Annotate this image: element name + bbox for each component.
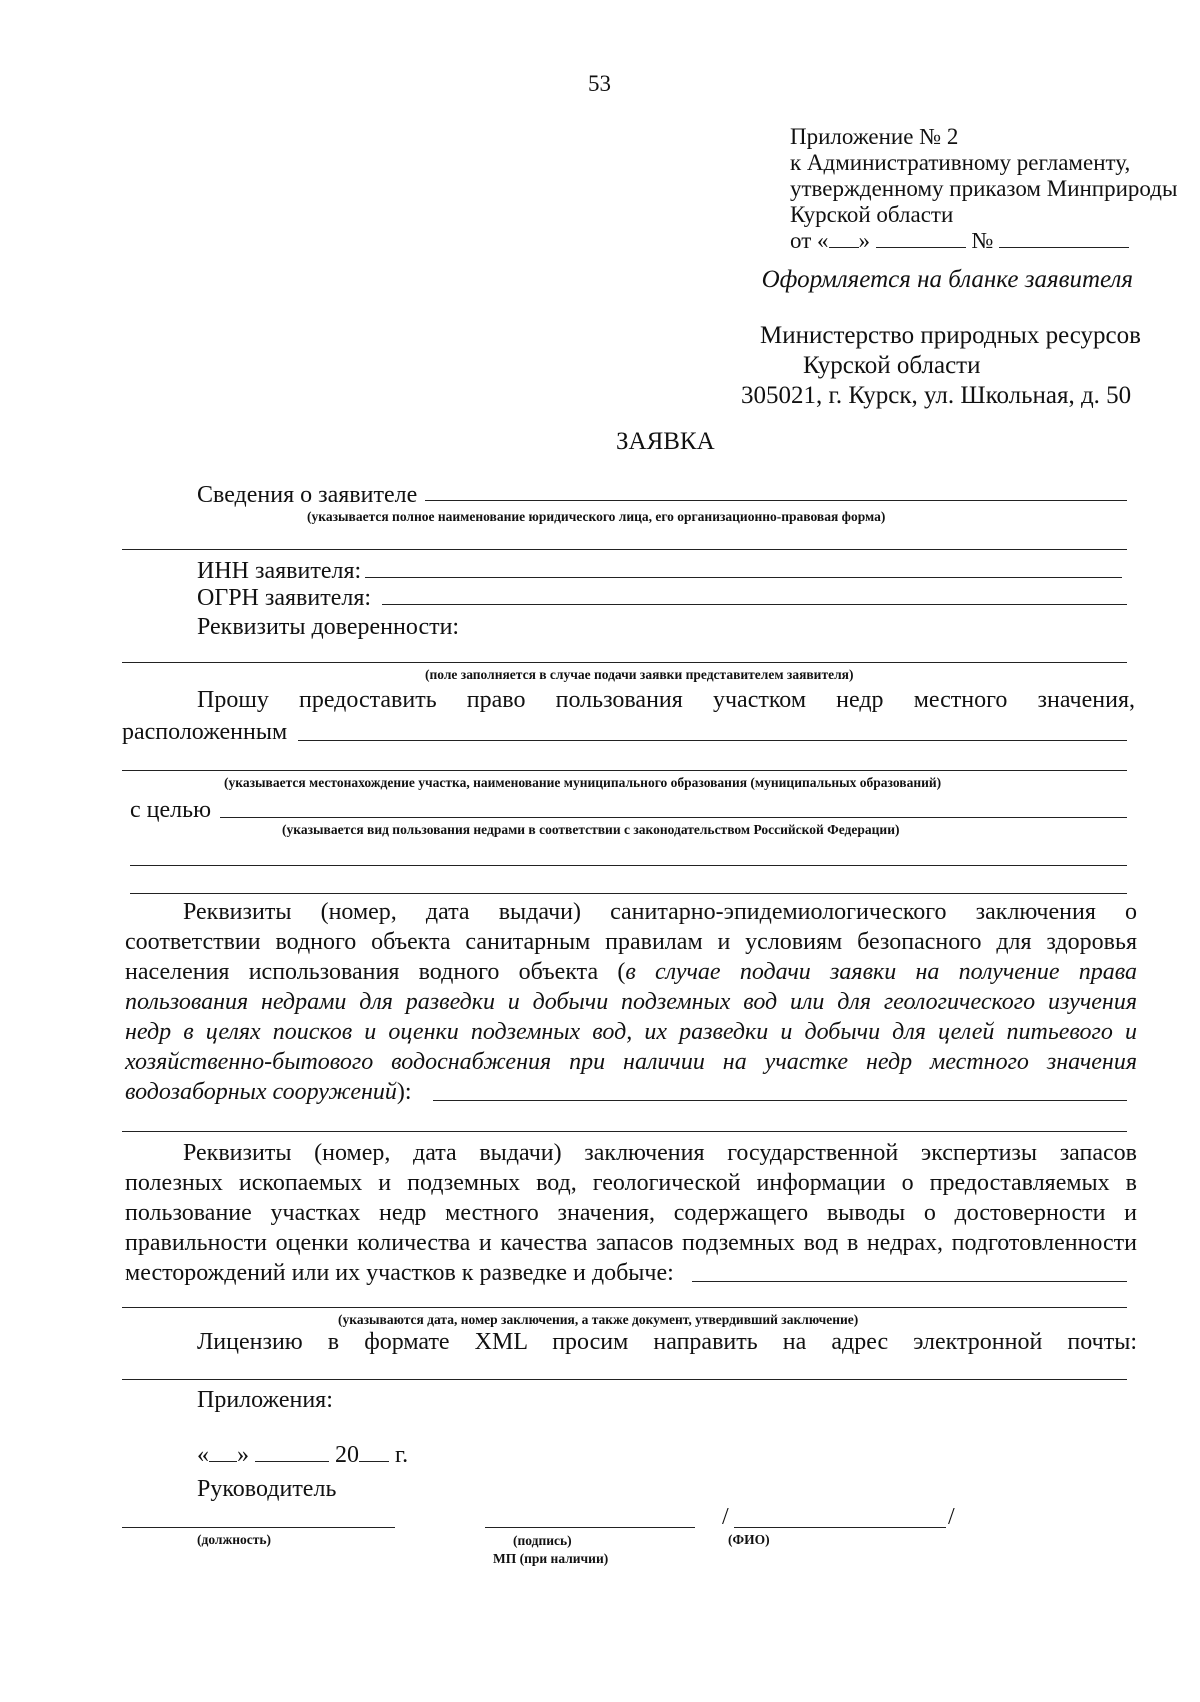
purpose-extra-line-2[interactable] xyxy=(130,893,1127,894)
sanitary-line-5: недр в целях поисков и оценки подземных вод, их разведки и добычи для целей питьевого и xyxy=(125,1019,1137,1045)
name-line[interactable] xyxy=(734,1527,946,1528)
sanitary-line-2: соответствии водного объекта санитарным правилам и условиям безопасного для здоровья xyxy=(125,929,1137,955)
expertise-line-1: Реквизиты (номер, дата выдачи) заключения государственной экспертизы запасов xyxy=(183,1140,1137,1166)
expertise-line-2: полезных ископаемых и подземных вод, геологической информации о предоставляемых в xyxy=(125,1170,1137,1196)
sanitary-line-3-normal: населения использования водного объекта ( xyxy=(125,959,626,985)
date-mid: » xyxy=(858,228,870,253)
sanitary-line-6: хозяйственно-бытового водоснабжения при наличии на участке недр местного значения xyxy=(125,1049,1137,1075)
sanitary-line-3-italic: в случае подачи заявки на получение права xyxy=(625,959,1137,985)
email-line[interactable] xyxy=(122,1379,1127,1380)
head-label: Руководитель xyxy=(197,1476,337,1502)
expertise-extra-line[interactable] xyxy=(122,1307,1127,1308)
number-field[interactable] xyxy=(999,227,1129,248)
page-number: 53 xyxy=(588,71,611,96)
applicant-name-line[interactable] xyxy=(425,500,1127,501)
inn-label: ИНН заявителя: xyxy=(197,558,362,584)
inn-line[interactable] xyxy=(365,577,1122,578)
expertise-line-3: пользование участках недр местного значения, содержащего выводы о достоверности и xyxy=(125,1200,1137,1226)
applicant-hint: (указывается полное наименование юридического лица, его организационно-правовая форма) xyxy=(307,509,886,524)
ogrn-label: ОГРН заявителя: xyxy=(197,585,372,611)
request-line-1: Прошу предоставить право пользования участком недр местного значения, xyxy=(197,687,1135,713)
seal-caption: МП (при наличии) xyxy=(493,1551,609,1566)
date-year-prefix: 20 xyxy=(335,1442,359,1468)
blank-note: Оформляется на бланке заявителя xyxy=(761,266,1133,293)
appendix-line-1: Приложение № 2 xyxy=(790,124,959,149)
ogrn-line[interactable] xyxy=(382,604,1127,605)
location-hint: (указывается местонахождение участка, наименование муниципального образования (муниципальных образований) xyxy=(224,775,942,790)
addressee-line-3: 305021, г. Курск, ул. Школьная, д. 50 xyxy=(741,382,1132,409)
day-field[interactable] xyxy=(829,227,859,248)
addressee-line-1: Министерство природных ресурсов xyxy=(760,322,1141,349)
attachments-label: Приложения: xyxy=(197,1387,333,1413)
date-close: » xyxy=(237,1442,249,1468)
license-line: Лицензию в формате XML просим направить на адрес электронной почты: xyxy=(197,1329,1137,1355)
proxy-label: Реквизиты доверенности: xyxy=(197,614,460,640)
name-slash-left: / xyxy=(722,1504,729,1530)
expertise-line[interactable] xyxy=(692,1281,1127,1282)
date-prefix: от « xyxy=(790,228,829,253)
expertise-line-4: правильности оценки количества и качества запасов подземных вод в недрах, подготовленности xyxy=(125,1230,1137,1256)
purpose-extra-line-1[interactable] xyxy=(130,865,1127,866)
location-extra-line[interactable] xyxy=(122,770,1127,771)
signature-caption: (подпись) xyxy=(513,1533,572,1548)
purpose-hint: (указывается вид пользования недрами в соответствии с законодательством Российской Федерации) xyxy=(282,822,900,837)
request-line-2: расположенным xyxy=(122,719,288,745)
appendix-date-line xyxy=(790,227,1129,255)
sanitary-line-7 xyxy=(125,1077,412,1107)
proxy-hint: (поле заполняется в случае подачи заявки представителем заявителя) xyxy=(425,667,854,682)
number-label: № xyxy=(971,228,994,253)
purpose-label: с целью xyxy=(130,797,211,823)
sanitary-line-1: Реквизиты (номер, дата выдачи) санитарно-эпидемиологического заключения о xyxy=(183,899,1137,925)
month-field[interactable] xyxy=(876,227,966,248)
expertise-hint: (указываются дата, номер заключения, а также документ, утвердивший заключение) xyxy=(338,1312,859,1327)
appendix-line-4: Курской области xyxy=(790,202,954,227)
sanitary-line[interactable] xyxy=(433,1100,1127,1101)
sanitary-extra-line[interactable] xyxy=(122,1131,1127,1132)
sanitary-line-4: пользования недрами для разведки и добычи подземных вод или для геологического изучения xyxy=(125,989,1137,1015)
expertise-line-5: месторождений или их участков к разведке и добыче: xyxy=(125,1260,674,1286)
date-open: « xyxy=(197,1442,209,1468)
date-year-suffix: г. xyxy=(395,1442,409,1468)
page-title: ЗАЯВКА xyxy=(616,428,715,455)
sanitary-line-7-normal: ): xyxy=(396,1079,412,1105)
date-day-field[interactable] xyxy=(209,1441,237,1462)
name-caption: (ФИО) xyxy=(728,1532,770,1547)
appendix-line-2: к Административному регламенту, xyxy=(790,150,1131,175)
signing-date xyxy=(197,1440,408,1470)
proxy-line[interactable] xyxy=(122,662,1127,663)
addressee-line-2: Курской области xyxy=(803,352,981,379)
sanitary-line-7-italic: водозаборных сооружений xyxy=(125,1079,397,1105)
signature-line[interactable] xyxy=(485,1527,695,1528)
appendix-line-3: утвержденному приказом Минприроды xyxy=(790,176,1178,201)
date-year-field[interactable] xyxy=(359,1441,389,1462)
sanitary-line-3 xyxy=(125,957,1137,987)
name-slash-right: / xyxy=(948,1504,955,1530)
applicant-label: Сведения о заявителе xyxy=(197,482,418,508)
applicant-extra-line[interactable] xyxy=(122,549,1127,550)
location-line[interactable] xyxy=(298,740,1127,741)
purpose-line[interactable] xyxy=(220,817,1127,818)
position-caption: (должность) xyxy=(197,1532,272,1547)
date-month-field[interactable] xyxy=(255,1441,329,1462)
position-line[interactable] xyxy=(122,1527,395,1528)
